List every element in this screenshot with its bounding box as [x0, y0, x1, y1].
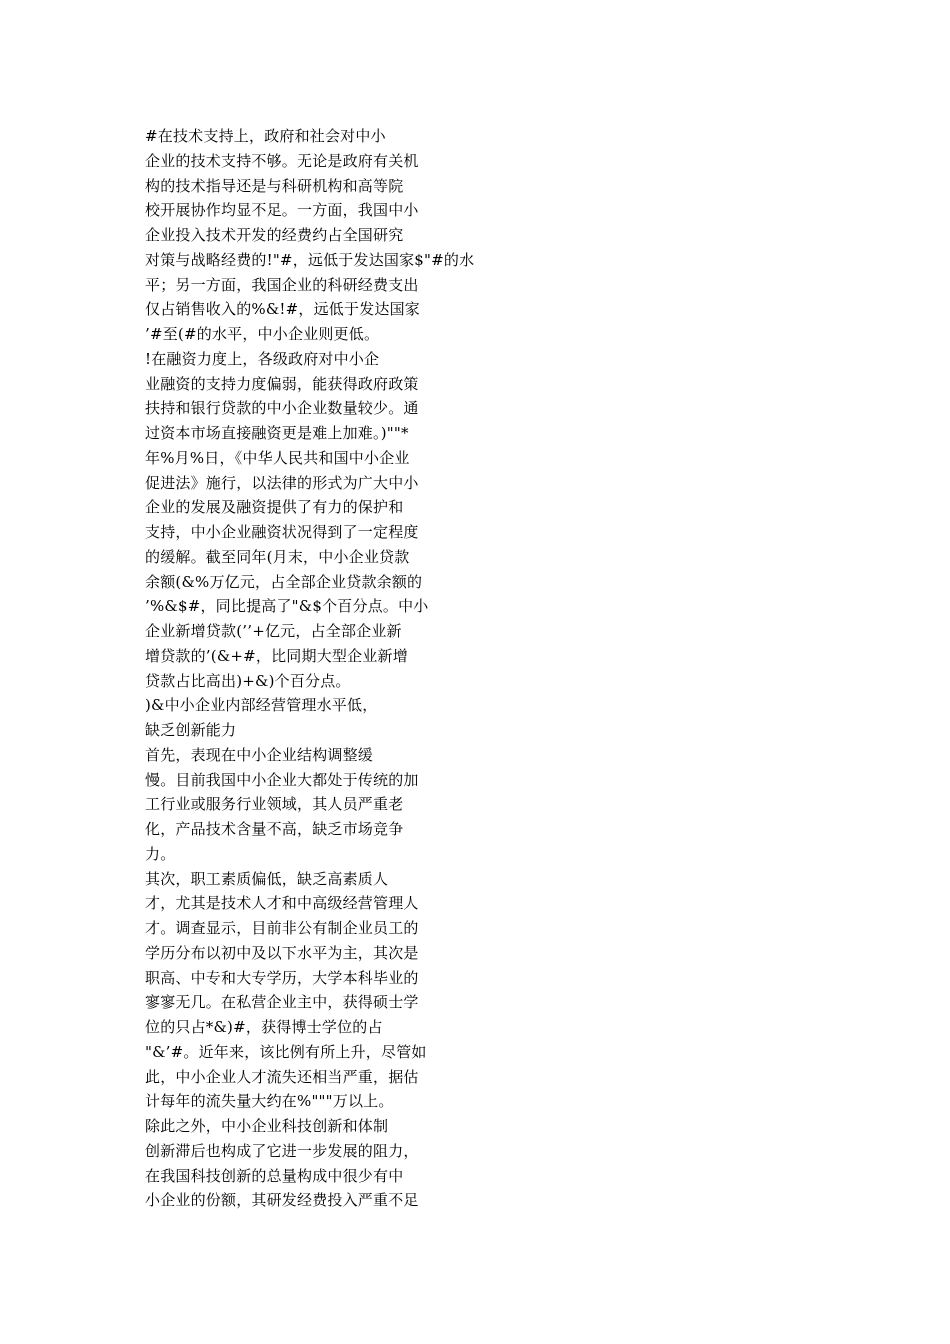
text-line: 此，中小企业人才流失还相当严重，据估 [145, 1067, 419, 1086]
text-line: ’%&$#，同比提高了"&$个百分点。中小 [145, 597, 429, 616]
text-line: 慢。目前我国中小企业大都处于传统的加 [145, 770, 419, 789]
text-line: 首先，表现在中小企业结构调整缓 [145, 745, 374, 764]
text-line: 力。 [145, 844, 176, 863]
text-line: "&’#。近年来，该比例有所上升，尽管如 [145, 1042, 427, 1061]
text-line: 除此之外，中小企业科技创新和体制 [145, 1117, 389, 1135]
text-line: 化，产品技术含量不高，缺乏市场竞争 [145, 820, 404, 838]
text-line: #在技术支持上，政府和社会对中小 [145, 127, 386, 145]
text-line: 对策与战略经费的!"#，远低于发达国家$"#的水 [145, 250, 475, 269]
text-line: 创新滞后也构成了它进一步发展的阻力， [145, 1141, 419, 1160]
text-line: 企业的发展及融资提供了有力的保护和 [145, 498, 404, 517]
text-line: 寥寥无几。在私营企业主中，获得硕士学 [145, 993, 419, 1012]
text-line: 过资本市场直接融资更是难上加难。)""* [145, 424, 409, 442]
text-line: 增贷款的’(&+#，比同期大型企业新增 [145, 646, 408, 665]
text-line: 的缓解。截至同年(月末，中小企业贷款 [145, 547, 410, 566]
text-line: 业融资的支持力度偏弱，能获得政府政策 [145, 374, 419, 393]
text-line: 支持，中小企业融资状况得到了一定程度 [145, 523, 419, 541]
text-line: 小企业的份额，其研发经费投入严重不足 [145, 1191, 419, 1210]
text-line: !在融资力度上，各级政府对中小企 [145, 349, 380, 368]
text-line: 企业的技术支持不够。无论是政府有关机 [145, 151, 419, 170]
text-line: 校开展协作均显不足。一方面，我国中小 [145, 201, 419, 220]
text-line: 位的只占*&)#，获得博士学位的占 [145, 1018, 383, 1036]
body-text-column [145, 124, 505, 1213]
text-line: 促进法》施行，以法律的形式为广大中小 [145, 473, 419, 492]
text-line: 贷款占比高出)+&)个百分点。 [145, 671, 351, 690]
text-line: 在我国科技创新的总量构成中很少有中 [145, 1166, 404, 1185]
text-line: 企业投入技术开发的经费约占全国研究 [145, 226, 404, 244]
text-line: 仅占销售收入的%&!#，远低于发达国家 [145, 300, 421, 319]
text-line: 工行业或服务行业领域，其人员严重老 [145, 795, 404, 814]
text-line: 计每年的流失量大约在%"""万以上。 [145, 1092, 394, 1111]
text-line: 其次，职工素质偏低，缺乏高素质人 [145, 869, 389, 888]
text-line: 年%月%日，《中华人民共和国中小企业 [145, 448, 410, 467]
text-line: 才，尤其是技术人才和中高级经营管理人 [145, 894, 419, 913]
text-line: 余额(&%万亿元，占全部企业贷款余额的 [145, 572, 423, 591]
text-line: 企业新增贷款(’’+亿元，占全部企业新 [145, 622, 402, 640]
text-line: 平；另一方面，我国企业的科研经费支出 [145, 275, 419, 294]
text-line: 扶持和银行贷款的中小企业数量较少。通 [145, 399, 419, 418]
section-heading-line: )&中小企业内部经营管理水平低， [145, 696, 378, 715]
text-line: ’#至(#的水平，中小企业则更低。 [145, 325, 380, 343]
text-line: 构的技术指导还是与科研机构和高等院 [145, 176, 404, 195]
section-heading-line: 缺乏创新能力 [145, 721, 237, 739]
text-line: 学历分布以初中及以下水平为主，其次是 [145, 943, 419, 962]
text-line: 职高、中专和大专学历，大学本科毕业的 [145, 968, 419, 987]
text-line: 才。调查显示，目前非公有制企业员工的 [145, 919, 419, 937]
